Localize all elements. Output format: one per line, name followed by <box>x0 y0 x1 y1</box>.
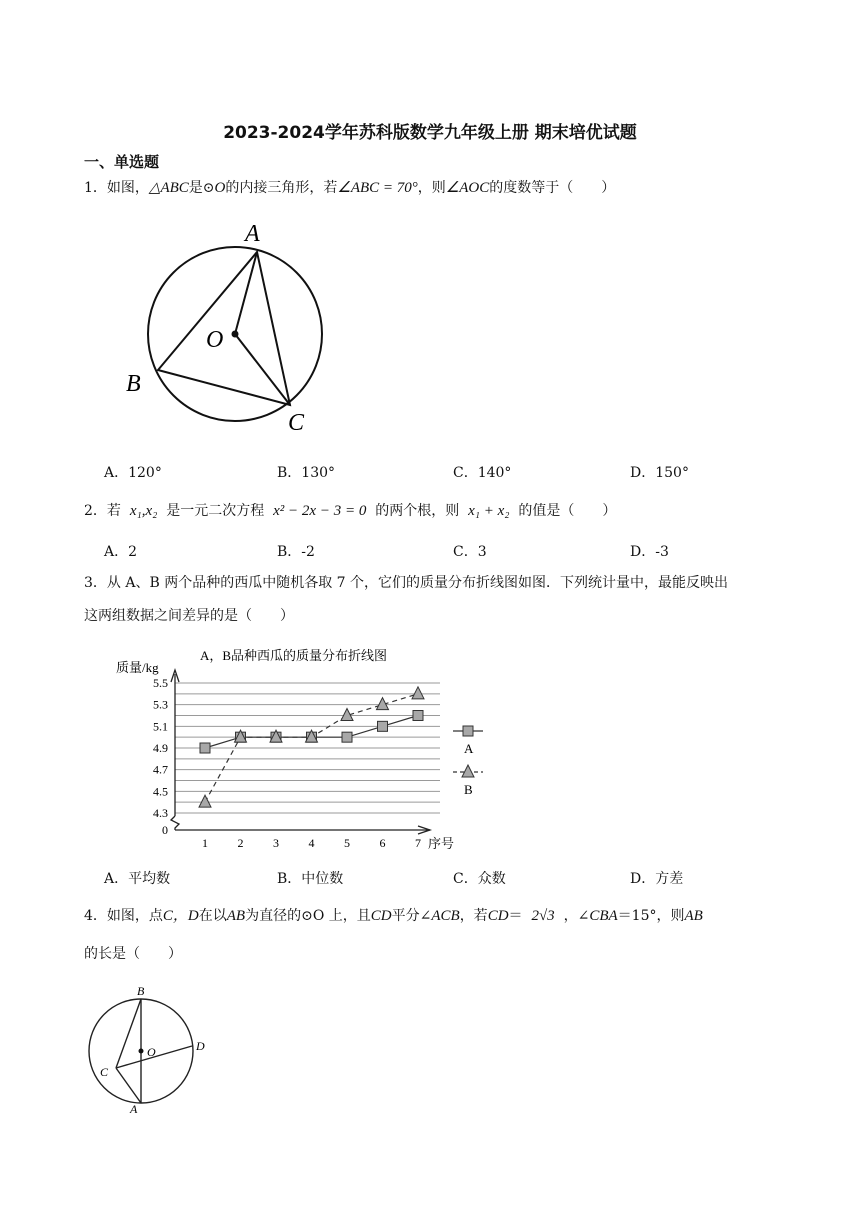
chart-x-tick-label: 5 <box>344 836 350 850</box>
q3-option-d: D．方差 <box>630 871 684 887</box>
q4-circle-figure <box>84 980 224 1120</box>
chart-x-tick-label: 6 <box>379 836 386 850</box>
chart-x-tick-label: 2 <box>237 836 244 850</box>
q3-option-b: B．中位数 <box>277 871 344 887</box>
chart-x-tick-label: 7 <box>415 836 421 850</box>
chart-y-tick-label: 5.3 <box>153 697 168 712</box>
chart-point-A <box>342 732 352 742</box>
question-2-text: 2．若 x₁,x₂ 是一元二次方程 x² − 2x − 3 = 0 的两个根，则 x₁ + x₂ 的值是（ ） <box>84 503 617 519</box>
chart-x-tick-label: 4 <box>308 836 315 850</box>
q2-option-c: C．3 <box>453 544 487 560</box>
page-title: 2023-2024学年苏科版数学九年级上册 期末培优试题 <box>223 123 637 143</box>
chart-y-axis-label: 质量/kg <box>116 660 159 675</box>
section-heading: 一、单选题 <box>84 153 160 171</box>
q1-circle-figure <box>120 215 340 440</box>
chart-point-A <box>200 743 210 753</box>
q1-option-b: B．130° <box>277 465 336 481</box>
q3-option-a: A．平均数 <box>104 871 171 887</box>
chart-legend-label-B: B <box>464 782 473 797</box>
chart-legend-marker-B <box>462 765 474 777</box>
chart-y-tick-label: 0 <box>162 823 168 837</box>
chart-x-tick-label: 1 <box>202 836 208 850</box>
q2-option-d: D．-3 <box>630 544 669 560</box>
chart-point-A <box>378 721 388 731</box>
chart-axis-break <box>171 816 179 830</box>
chart-legend-marker-A <box>463 726 473 736</box>
chart-point-B <box>412 687 424 699</box>
q4-label-b: B <box>137 984 145 998</box>
q1-label-a: A <box>245 221 260 247</box>
chart-title: A，B品种西瓜的质量分布折线图 <box>200 648 388 663</box>
chart-y-tick-label: 4.5 <box>153 784 168 799</box>
q2-option-a: A．2 <box>104 544 138 560</box>
chart-y-tick-label: 5.1 <box>153 719 168 734</box>
chart-x-axis-label: 序号 <box>428 836 455 851</box>
q4-label-a: A <box>130 1102 138 1116</box>
q4-label-c: C <box>100 1065 109 1079</box>
question-1-text: 1．如图，△ABC是⊙O的内接三角形，若∠ABC = 70°，则∠AOC的度数等于（ ） <box>84 180 616 196</box>
q4-label-o: O <box>147 1045 156 1059</box>
q1-option-d: D．150° <box>630 465 689 481</box>
chart-point-A <box>413 711 423 721</box>
q1-label-b: B <box>126 371 141 397</box>
q2-option-b: B．-2 <box>277 544 315 560</box>
question-3-line-1: 3．从 A、B 两个品种的西瓜中随机各取 7 个，它们的质量分布折线图如图．下列统计量中，最能反映出 <box>84 575 729 591</box>
question-3-line-2: 这两组数据之间差异的是（ ） <box>84 608 294 624</box>
q1-option-a: A．120° <box>104 465 162 481</box>
question-4-line-1: 4．如图，点C，D在以AB为直径的⊙O 上，且CD平分∠ACB，若CD＝ 2√3 ，∠CBA＝15°，则AB <box>84 908 703 924</box>
chart-legend-label-A: A <box>464 741 474 756</box>
chart-y-tick-label: 4.3 <box>153 806 168 820</box>
chart-y-tick-label: 5.5 <box>153 676 168 690</box>
question-4-line-2: 的长是（ ） <box>84 946 182 962</box>
q4-label-d: D <box>196 1039 205 1053</box>
q1-option-c: C．140° <box>453 465 512 481</box>
chart-point-B <box>199 795 211 807</box>
q1-label-o: O <box>206 327 224 353</box>
q1-label-c: C <box>288 410 305 436</box>
chart-x-tick-label: 3 <box>273 836 279 850</box>
chart-y-tick-label: 4.7 <box>153 762 168 777</box>
chart-y-tick-label: 4.9 <box>153 741 168 755</box>
q3-line-chart <box>110 640 490 858</box>
q3-option-c: C．众数 <box>453 871 506 887</box>
